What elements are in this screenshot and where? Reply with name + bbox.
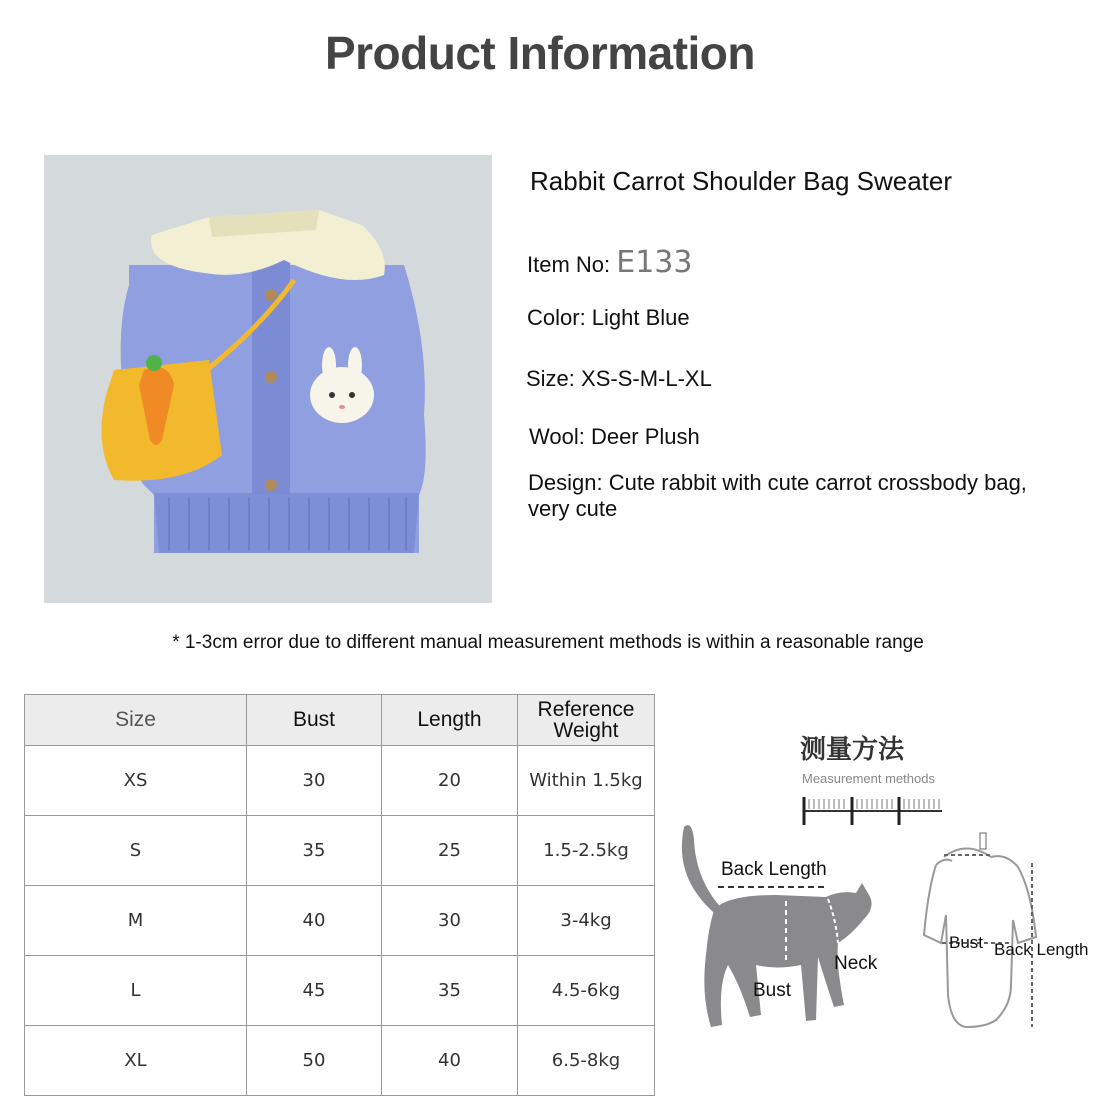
measurement-note: * 1-3cm error due to different manual measurement methods is within a reasonable range xyxy=(172,632,924,653)
table-row xyxy=(25,746,655,816)
cell-length: 30 xyxy=(382,886,518,956)
cell-size: XS xyxy=(25,746,247,816)
cell-bust: 45 xyxy=(247,956,382,1026)
cat-neck-label: Neck xyxy=(834,953,878,974)
garment-bust-label: Bust xyxy=(949,933,984,952)
cell-weight: 1.5-2.5kg xyxy=(518,816,655,886)
product-size: Size: XS-S-M-L-XL xyxy=(526,366,712,391)
product-color: Color: Light Blue xyxy=(527,305,690,330)
cat-bust-label: Bust xyxy=(753,980,792,1001)
ruler-icon xyxy=(804,797,942,825)
measurement-title-en: Measurement methods xyxy=(802,771,935,786)
item-number-value: E133 xyxy=(616,245,693,280)
table-header-row xyxy=(25,695,655,746)
cell-weight: 4.5-6kg xyxy=(518,956,655,1026)
table-row xyxy=(25,1026,655,1096)
header-length: Length xyxy=(382,695,518,746)
cell-length: 25 xyxy=(382,816,518,886)
header-size: Size xyxy=(25,695,247,746)
size-table xyxy=(24,694,655,1096)
table-row xyxy=(25,886,655,956)
cell-weight: 6.5-8kg xyxy=(518,1026,655,1096)
cell-bust: 50 xyxy=(247,1026,382,1096)
measurement-title-cn: 测量方法 xyxy=(800,735,905,765)
cell-weight: 3-4kg xyxy=(518,886,655,956)
product-wool: Wool: Deer Plush xyxy=(529,424,700,449)
product-design: Design: Cute rabbit with cute carrot crossbody bag, very cute xyxy=(528,470,1027,521)
cell-length: 35 xyxy=(382,956,518,1026)
cell-bust: 30 xyxy=(247,746,382,816)
garment-back-length-label: Back Length xyxy=(994,940,1089,959)
cell-bust: 40 xyxy=(247,886,382,956)
product-photo xyxy=(44,155,492,603)
measurement-diagram xyxy=(666,715,1096,1075)
cell-length: 40 xyxy=(382,1026,518,1096)
item-number xyxy=(527,245,692,280)
cell-size: L xyxy=(25,956,247,1026)
page-title: Product Information xyxy=(324,27,756,79)
cell-size: M xyxy=(25,886,247,956)
cell-size: XL xyxy=(25,1026,247,1096)
cell-weight: Within 1.5kg xyxy=(518,746,655,816)
garment-outline-icon xyxy=(924,833,1036,1027)
cell-bust: 35 xyxy=(247,816,382,886)
table-row xyxy=(25,956,655,1026)
header-bust: Bust xyxy=(247,695,382,746)
cat-back-length-label: Back Length xyxy=(721,859,827,880)
cell-length: 20 xyxy=(382,746,518,816)
cell-size: S xyxy=(25,816,247,886)
table-row xyxy=(25,816,655,886)
item-number-label: Item No: xyxy=(527,252,611,277)
product-name: Rabbit Carrot Shoulder Bag Sweater xyxy=(530,166,953,196)
header-reference-weight: Reference Weight xyxy=(518,695,655,746)
